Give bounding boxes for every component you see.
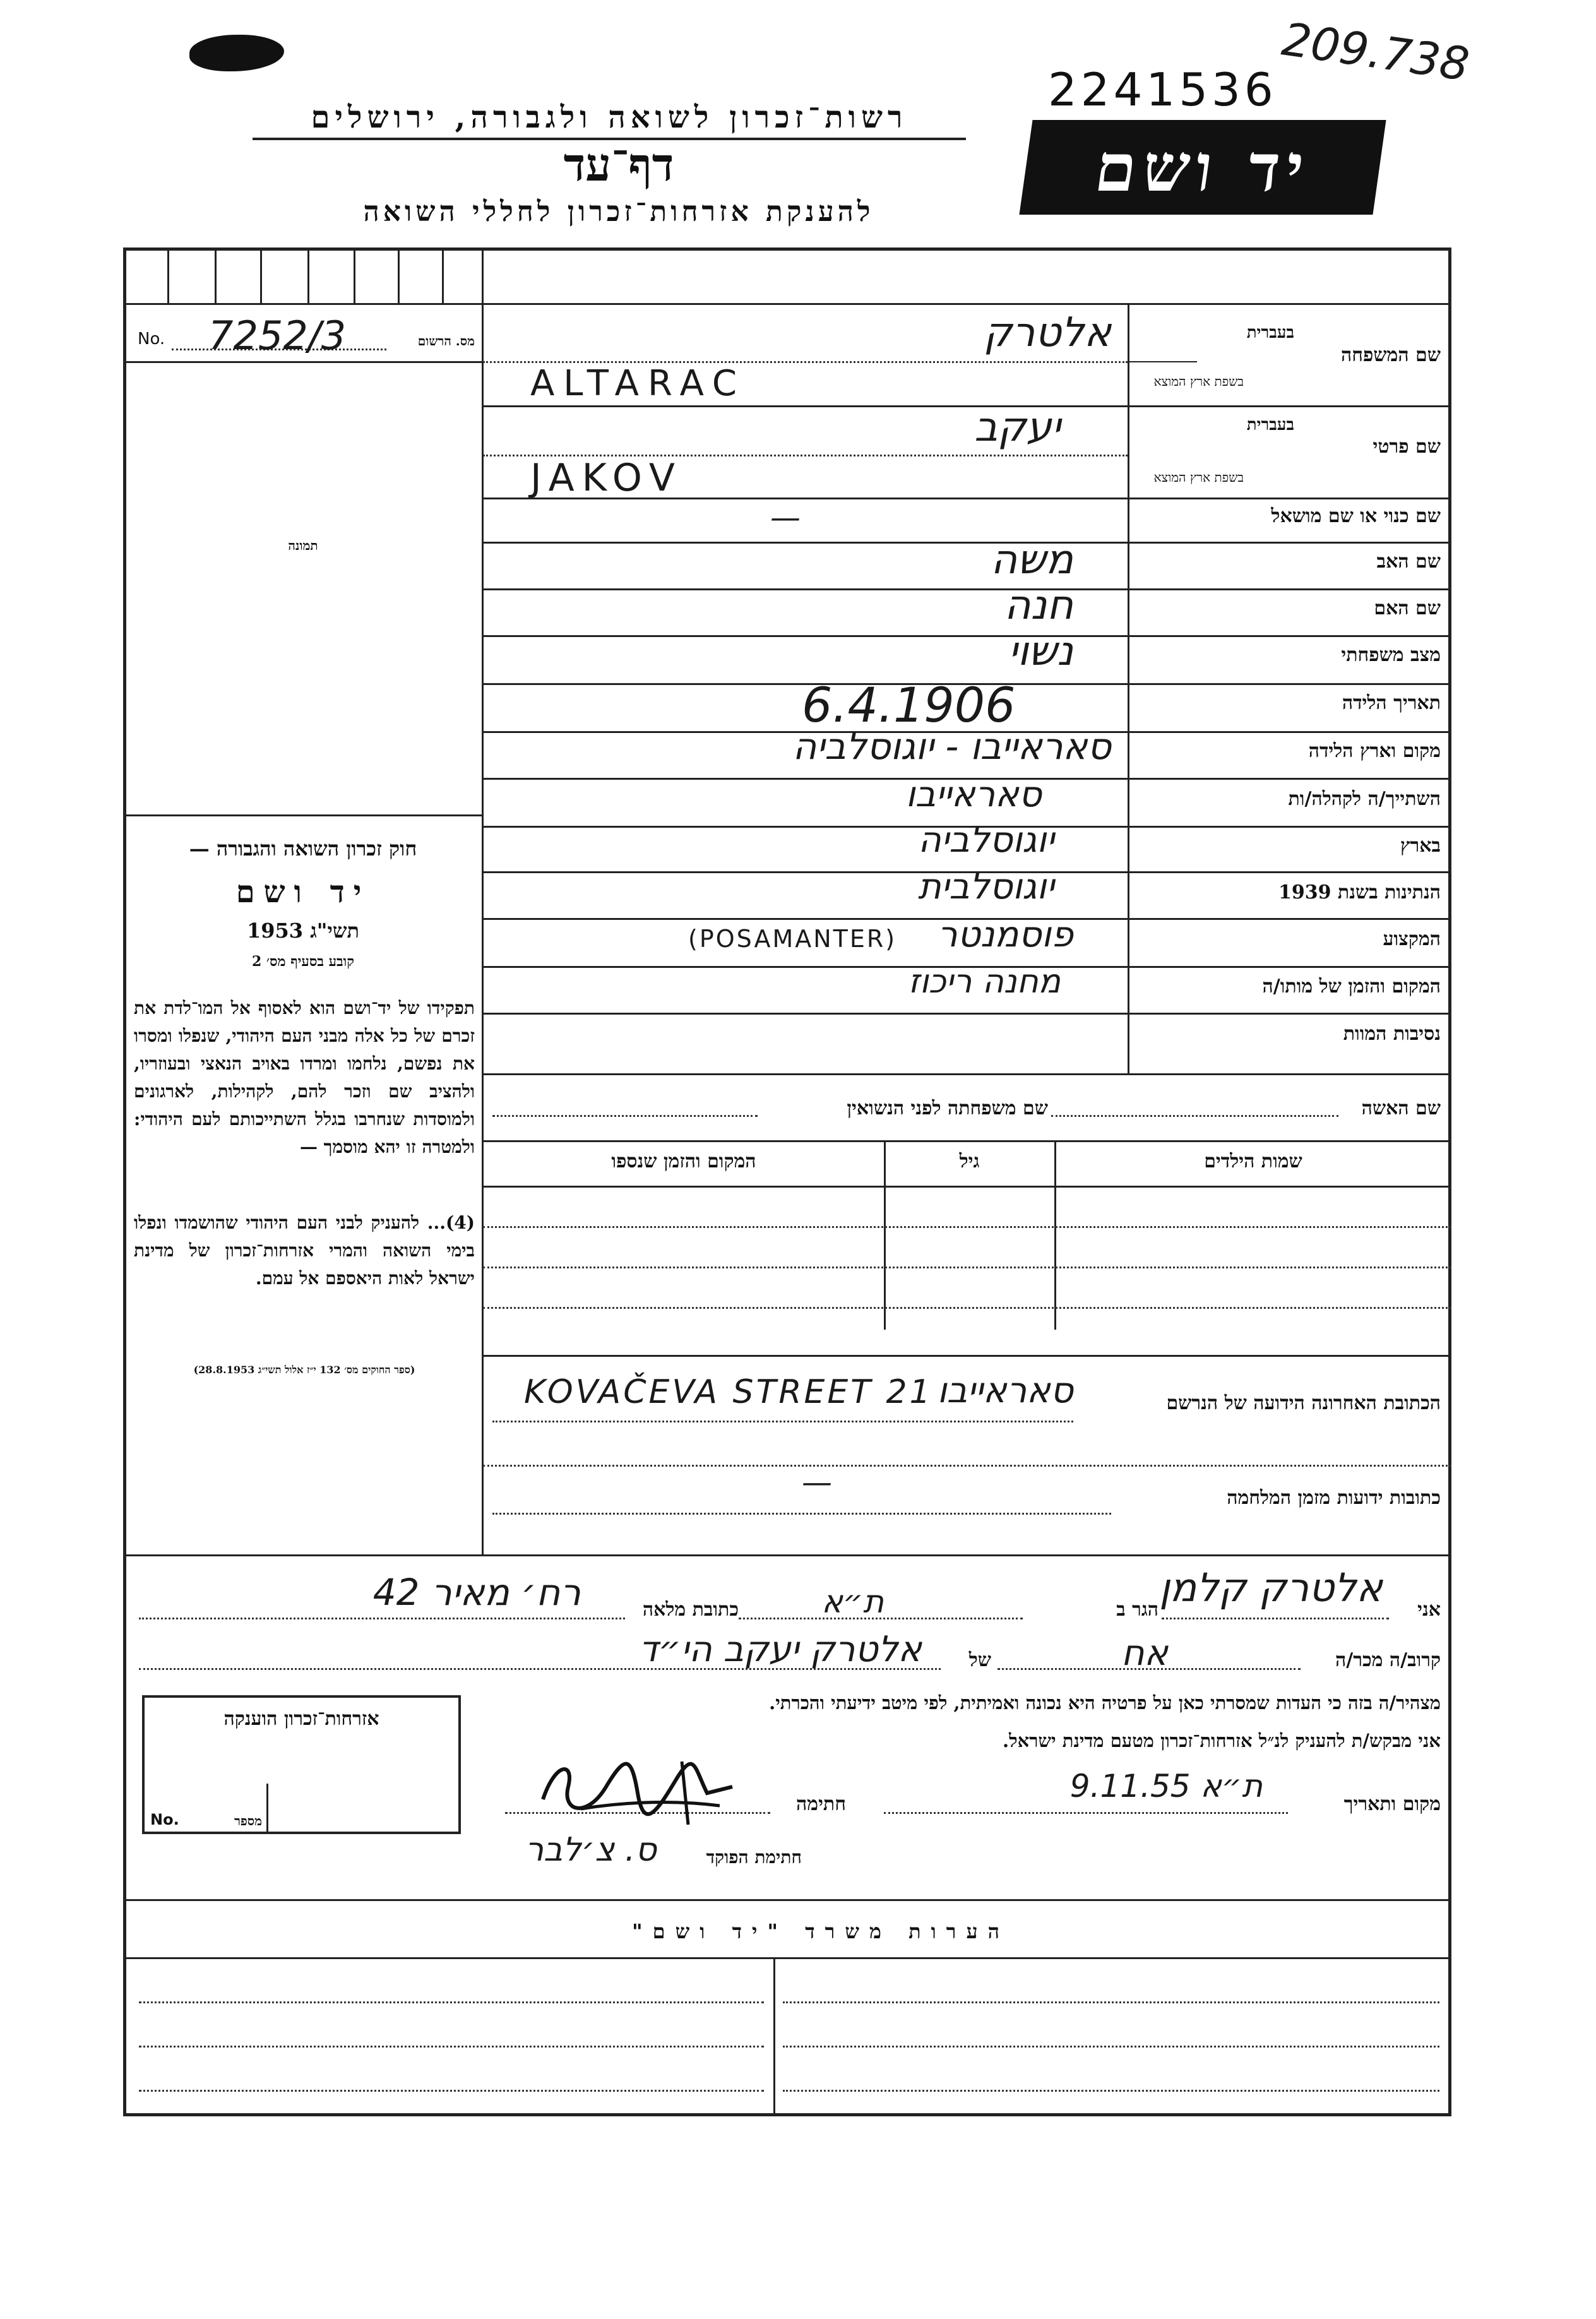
place-date-label: מקום ותאריך (1343, 1793, 1441, 1815)
surname-origin-sublabel: בשפת ארץ המוצא (1153, 374, 1244, 389)
citizenship-granted-title: אזרחות־זכרון הוענקה (223, 1708, 379, 1730)
yad-vashem-logo (1019, 120, 1386, 215)
strip-divider (398, 247, 400, 303)
remarks-dots (139, 2090, 764, 2092)
mother-value: חנה (1004, 582, 1073, 629)
remarks-dots (139, 2001, 764, 2003)
last-address-hebrew: סאראייבו (937, 1370, 1073, 1411)
children-place-header: המקום והזמן שנספו (611, 1150, 756, 1172)
declaration-statement-1: מצהיר/ה בזה כי העדות שמסרתי כאן על פרטיה היא נכונה ואמיתית, לפי מיטב ידיעתי והכרתי. (769, 1692, 1441, 1714)
left-column-divider (482, 247, 484, 1554)
maiden-dots (492, 1115, 758, 1117)
registration-line (123, 361, 483, 363)
birthdate-value: 6.4.1906 (802, 677, 1016, 733)
profession-hebrew-value: פוסמנטר (938, 914, 1073, 955)
strip-divider (260, 247, 262, 303)
declarant-address-value: רח׳ מאיר 42 (372, 1571, 581, 1614)
wartime-address-label: כתובות ידועות מזמן המלחמה (1227, 1487, 1441, 1509)
registration-number: 7252/3 (208, 313, 347, 359)
official-signature-value: ס. צ׳לבר (525, 1831, 657, 1869)
declarant-resident-label: הגר ב (1116, 1599, 1158, 1621)
firstname-label: שם פרטי (1373, 436, 1441, 458)
birthplace-value: סאראייבו - יוגוסלביה (792, 725, 1111, 768)
wife-label: שם האשה (1361, 1097, 1441, 1119)
declarant-signature (530, 1749, 745, 1831)
strip-divider (167, 247, 169, 303)
form-title: דף־עד (563, 138, 674, 191)
children-names-header: שמות הילדים (1204, 1150, 1302, 1172)
law-text-clause-4: (4)... להעניק לבני העם היהודי שהושמדו ונפלו בימי השואה והמרי אזרחות־זכרון של מדינת ישראל לאות היאספם אל עמם. (134, 1212, 475, 1289)
stamp-box-divider (266, 1784, 268, 1834)
strip-divider (307, 247, 309, 303)
country-label: בארץ (1400, 835, 1441, 857)
birthdate-label: תאריך הלידה (1342, 692, 1441, 714)
label-column-divider (1128, 303, 1129, 1073)
remarks-dots (783, 2001, 1439, 2003)
birthplace-label: מקום וארץ הלידה (1308, 740, 1441, 762)
logo-text: יד ושם (1090, 128, 1315, 206)
surname-label: שם המשפחה (1340, 344, 1441, 366)
wife-dots (1051, 1115, 1338, 1117)
remarks-divider (773, 1957, 775, 2116)
declarant-i-label: אני (1417, 1599, 1441, 1621)
law-text-main: תפקידו של יד־ושם הוא לאסוף אל המו־לדת את זכרם של כל אלה מבני העם היהודי, שנפלו ומסרו את נפשם, נלחמו ומרדו באויב הנאצי ובעוזריו, ולהציב שם וזכר להם, לקהילות, לארגונים ולמוסדות שנחרבו בגלל השתייכותם לעם היהודי: ולמטרה זו יהא מוסמך — (134, 998, 475, 1157)
last-address-latin: KOVAČEVA STREET 21 (524, 1373, 933, 1411)
last-address-dots (492, 1421, 1073, 1422)
children-age-header: גיל (959, 1150, 980, 1172)
law-citation: (ספר החוקים מס׳ 132 י״ז אלול תשי״ג 28.8.1953) (193, 1364, 415, 1376)
remarks-dots (139, 2046, 764, 2048)
children-row-line (483, 1226, 1451, 1228)
photo-label: תמונה (288, 538, 318, 553)
surname-latin-value: ALTARAC (530, 363, 746, 404)
children-row-line (483, 1267, 1451, 1268)
remarks-dots (783, 2090, 1439, 2092)
place-date-value: ת״א 9.11.55 (1069, 1768, 1263, 1804)
law-title: חוק זכרון השואה והגבורה — (189, 837, 417, 861)
strip-divider (442, 247, 444, 303)
marital-value: נשוי (1008, 628, 1073, 675)
row-line (483, 1073, 1451, 1075)
registration-no-prefix: No. (138, 330, 165, 349)
row-line (483, 1140, 1451, 1142)
wartime-address-value: — (802, 1465, 832, 1500)
death-place-value: מחנה ריכוז (908, 963, 1061, 1001)
maiden-name-label: שם משפחתה לפני הנשואין (847, 1097, 1048, 1119)
firstname-hebrew-sublabel: בעברית (1246, 415, 1294, 434)
row-line (1128, 361, 1197, 362)
signature-label: חתימה (796, 1793, 846, 1815)
address-dots-2 (483, 1465, 1451, 1467)
surname-hebrew-value: אלטרק (983, 309, 1111, 356)
citizenship-value: יוגוסלבית (918, 866, 1054, 907)
firstname-hebrew-value: יעקב (974, 404, 1061, 451)
form-subtitle: להענקת אזרחות־זכרון לחללי השואה (363, 196, 874, 228)
declarant-address-label: כתובת מלאה (642, 1599, 739, 1621)
surname-hebrew-sublabel: בעברית (1246, 323, 1294, 342)
row-line (483, 498, 1451, 499)
declarant-name-dots (1162, 1618, 1389, 1619)
ink-blot (189, 35, 284, 71)
nickname-label: שם כנוי או שם מושאל (1271, 505, 1441, 527)
citizenship-label: הנתינות בשנת 1939 (1278, 881, 1441, 903)
profession-latin-value: (POSAMANTER) (688, 925, 897, 953)
declarant-resident-value: ת״א (821, 1583, 884, 1620)
father-value: משה (991, 537, 1073, 583)
community-value: סאראייבו (905, 774, 1042, 815)
section-line (123, 1899, 1451, 1901)
death-place-label: המקום והזמן של מותו/ה (1262, 975, 1441, 998)
declarant-relation-label: קרוב/ה מכר/ה (1335, 1649, 1441, 1671)
official-signature-label: חתימת הפוקד (706, 1847, 802, 1868)
firstname-latin-value: JAKOV (530, 456, 682, 500)
section-line (123, 1554, 1451, 1556)
stamp-box-no-prefix: No. (150, 1811, 179, 1828)
authority-line: רשות־זכרון לשואה ולגבורה, ירושלים (253, 100, 966, 140)
profession-label: המקצוע (1383, 928, 1441, 950)
marital-label: מצב משפחתי (1341, 644, 1441, 666)
death-circumstances-label: נסיבות המוות (1343, 1023, 1441, 1045)
law-clause: קובע בסעיף מס׳ 2 (251, 953, 355, 970)
strip-divider (215, 247, 217, 303)
top-strip-line (123, 303, 1451, 305)
stamp-box-number-label: מספר (234, 1813, 262, 1828)
row-line (483, 1013, 1451, 1015)
children-col-divider (1054, 1140, 1056, 1330)
children-bottom-line (483, 1355, 1451, 1357)
law-year: תשי"ג 1953 (247, 919, 359, 943)
declarant-of-value: אלטרק יעקב הי״ד (639, 1629, 922, 1670)
children-header-line (483, 1186, 1451, 1188)
declarant-address-dots (139, 1618, 625, 1619)
record-number: 2241536 (1048, 63, 1277, 116)
father-label: שם האב (1376, 551, 1441, 573)
strip-divider (354, 247, 355, 303)
declaration-statement-2: אני מבקש/ת להעניק לנ״ל אזרחות־זכרון מטעם מדינת ישראל. (1003, 1730, 1441, 1751)
remarks-line (123, 1957, 1451, 1959)
community-label: השתייך/ה לקהלה/ות (1288, 788, 1441, 810)
mother-label: שם האם (1374, 597, 1441, 619)
office-remarks-title: הערות משרד "יד ושם" (631, 1919, 1010, 1943)
declarant-of-label: של (968, 1649, 991, 1671)
registration-label: מס. הרשום (417, 333, 475, 349)
place-date-dots (884, 1812, 1288, 1814)
firstname-origin-sublabel: בשפת ארץ המוצא (1153, 470, 1244, 485)
remarks-dots (783, 2046, 1439, 2048)
photo-box-bottom (123, 814, 483, 816)
last-address-label: הכתובת האחרונה הידועה של הנרשם (1166, 1392, 1441, 1414)
archive-reference-number: 209.738 (1278, 12, 1473, 92)
declarant-relation-value: אח (1121, 1633, 1168, 1674)
wartime-address-dots (492, 1513, 1111, 1515)
law-name: יד ושם (235, 874, 371, 910)
country-value: יוגוסלביה (918, 820, 1054, 861)
declarant-name-value: אלטרק קלמן (1159, 1565, 1383, 1611)
nickname-value: — (770, 500, 801, 535)
children-row-line (483, 1307, 1451, 1309)
